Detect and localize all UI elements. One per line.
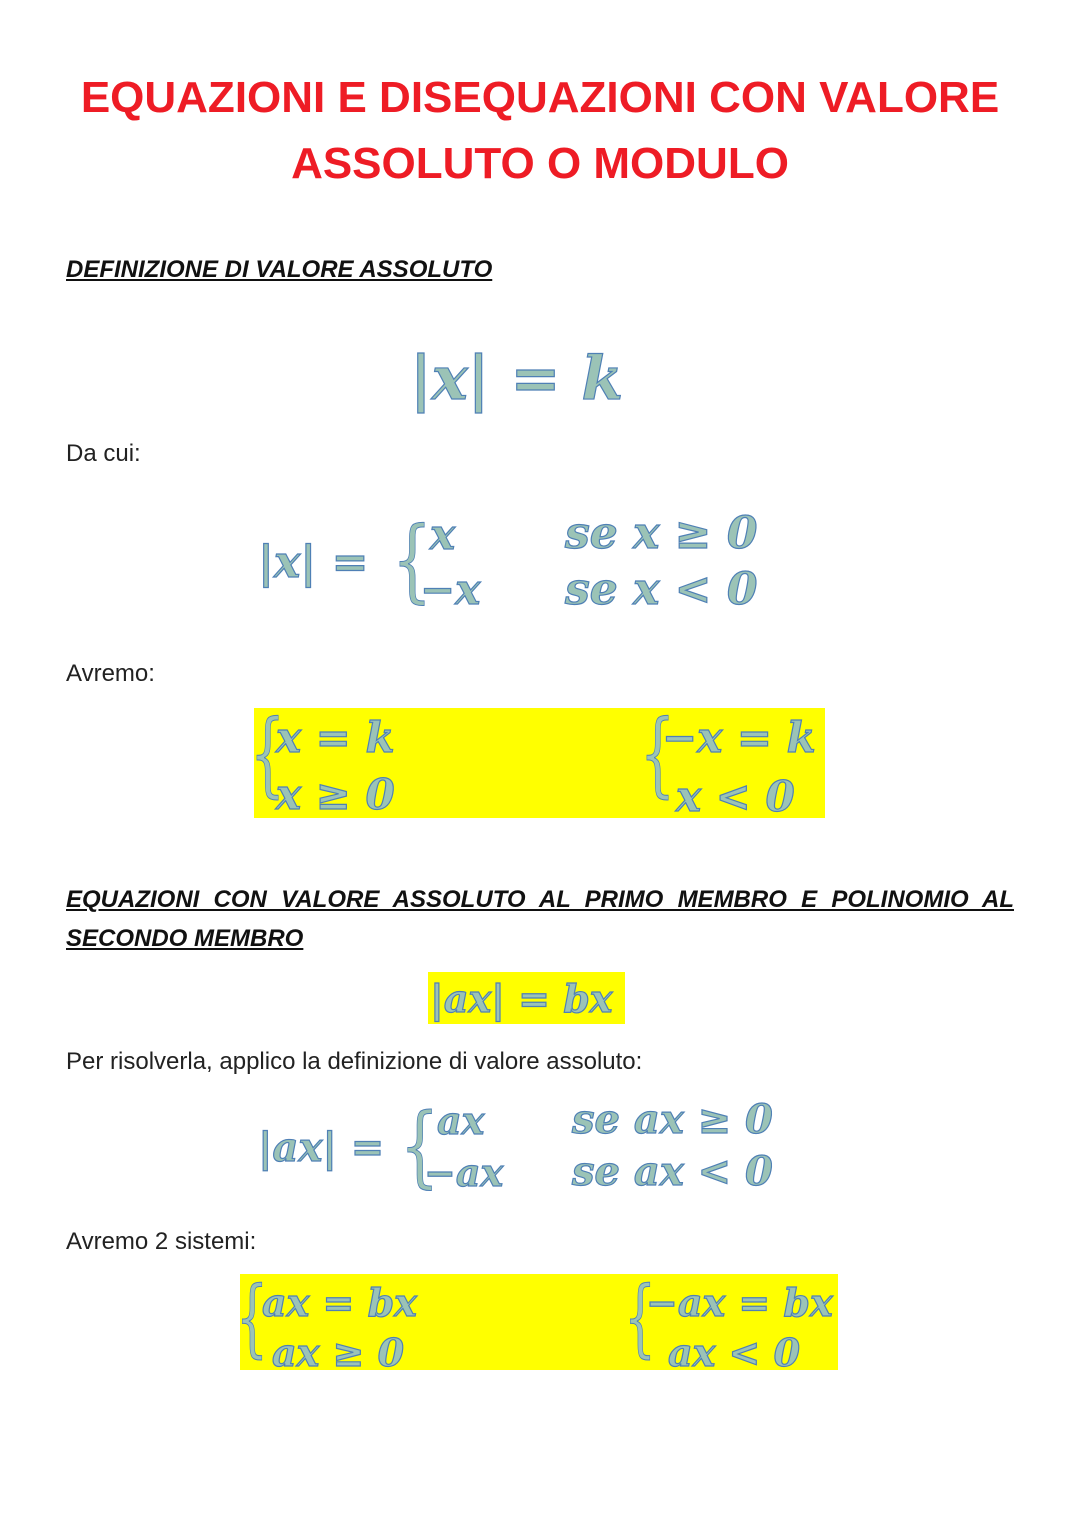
text-avremo: Avremo:: [66, 660, 155, 687]
system-3-condition: ax ≥ 0: [272, 1330, 405, 1375]
system-3-equation: ax = bx: [262, 1280, 417, 1325]
system-1-brace: {: [250, 700, 286, 807]
system-2-equation: −x = k: [662, 713, 816, 762]
definition-brace: {: [392, 508, 433, 613]
system-3-brace: {: [236, 1268, 269, 1366]
text-per-risolverla: Per risolverla, applico la definizione di valore assoluto:: [66, 1048, 643, 1075]
system-2-brace: {: [640, 700, 676, 807]
system-4-condition: ax < 0: [668, 1330, 801, 1375]
definition-condition-2: se x < 0: [565, 564, 758, 615]
text-avremo-2-sistemi: Avremo 2 sistemi:: [66, 1228, 257, 1255]
section-heading-equations-line-2: SECONDO MEMBRO: [66, 925, 304, 952]
definition-case-1: x: [430, 510, 456, 559]
system-1-equation: x = k: [276, 713, 395, 762]
main-formula-abs-ax: |ax| = bx: [430, 976, 613, 1021]
page-title-line-2: ASSOLUTO O MODULO: [291, 139, 789, 188]
system-4-brace: {: [624, 1268, 657, 1366]
definition-2-case-1: ax: [437, 1098, 485, 1143]
text-da-cui: Da cui:: [66, 440, 141, 467]
definition-2-brace: {: [400, 1094, 440, 1197]
section-heading-definition: DEFINIZIONE DI VALORE ASSOLUTO: [66, 256, 493, 283]
system-2-condition: x < 0: [676, 772, 795, 821]
definition-case-2: −x: [420, 565, 481, 614]
main-formula-abs-x: |x| = k: [410, 344, 624, 414]
system-4-equation: −ax = bx: [646, 1280, 833, 1325]
definition-2-condition-1: se ax ≥ 0: [572, 1096, 773, 1143]
section-heading-equations-line-1: EQUAZIONI CON VALORE ASSOLUTO AL PRIMO MEMBRO E POLINOMIO AL: [66, 886, 1014, 913]
definition-2-lhs: |ax| =: [258, 1124, 385, 1171]
definition-2-case-2: −ax: [424, 1150, 504, 1195]
page-title-line-1: EQUAZIONI E DISEQUAZIONI CON VALORE: [80, 73, 1000, 122]
definition-2-condition-2: se ax < 0: [572, 1148, 773, 1195]
system-1-condition: x ≥ 0: [276, 770, 395, 819]
definition-lhs: |x| =: [258, 537, 369, 588]
definition-condition-1: se x ≥ 0: [565, 508, 758, 559]
